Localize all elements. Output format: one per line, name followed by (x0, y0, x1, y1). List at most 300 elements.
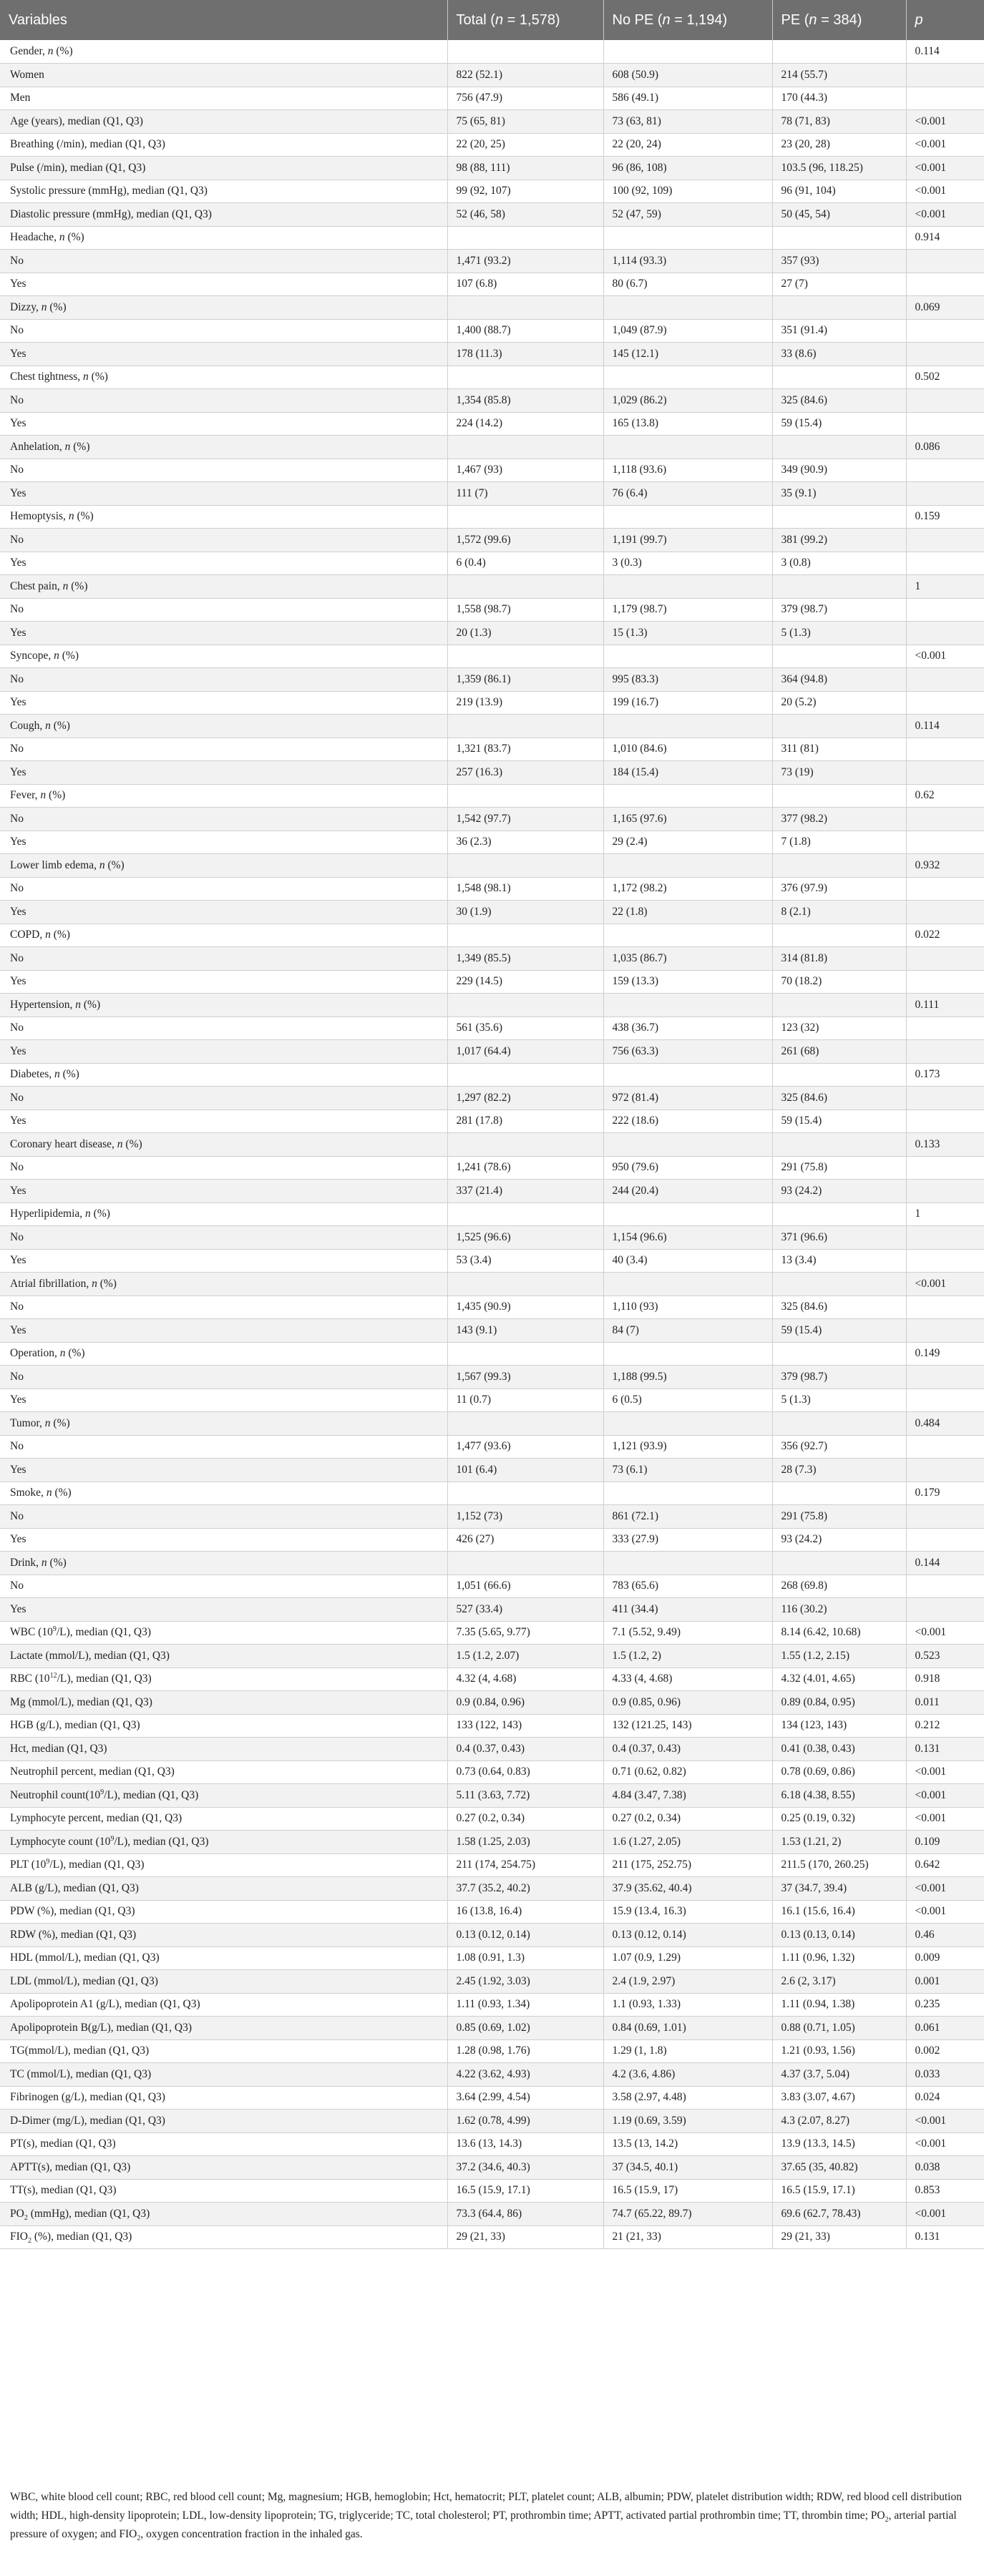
no-pe-cell: 1,179 (98.7) (603, 598, 772, 622)
variable-suffix: /L), median (Q1, Q3) (114, 1835, 209, 1848)
total-cell (447, 645, 603, 668)
variable-label (0, 1760, 447, 1784)
p-value-cell: 0.109 (906, 1831, 984, 1854)
p-value-cell (906, 1319, 984, 1343)
total-cell: 75 (65, 81) (447, 110, 603, 134)
total-cell: 1.11 (0.93, 1.34) (447, 1993, 603, 2017)
no-pe-cell: 333 (27.9) (603, 1528, 772, 1552)
total-cell: 0.73 (0.64, 0.83) (447, 1760, 603, 1784)
variable-suffix: (%) (70, 440, 90, 453)
p-value-cell: 0.46 (906, 1924, 984, 1947)
variable-suffix: (%) (52, 1487, 72, 1499)
pe-cell: 268 (69.8) (772, 1575, 906, 1598)
pe-cell: 37 (34.7, 39.4) (772, 1877, 906, 1901)
pe-cell: 325 (84.6) (772, 1087, 906, 1110)
pe-cell (772, 924, 906, 947)
variable-n-symbol: n (59, 231, 65, 244)
p-value-cell (906, 273, 984, 296)
p-value-cell: <0.001 (906, 203, 984, 227)
table-row (0, 1505, 984, 1529)
pe-cell: 377 (98.2) (772, 808, 906, 831)
variable-text: Age (years), median (Q1, Q3) (10, 114, 143, 127)
pe-cell: 35 (9.1) (772, 482, 906, 506)
pe-cell: 23 (20, 28) (772, 133, 906, 157)
total-cell: 1,467 (93) (447, 459, 603, 482)
variable-text: TC (mmol/L), median (Q1, Q3) (10, 2067, 152, 2080)
table-row (0, 2225, 984, 2249)
variable-suffix: /L), median (Q1, Q3) (57, 1673, 152, 1685)
total-cell: 29 (21, 33) (447, 2225, 603, 2249)
pe-cell: 7 (1.8) (772, 831, 906, 854)
pe-cell: 0.89 (0.84, 0.95) (772, 1691, 906, 1715)
pe-cell (772, 505, 906, 529)
total-cell: 1.58 (1.25, 2.03) (447, 1831, 603, 1854)
total-cell: 229 (14.5) (447, 970, 603, 994)
variable-text: PO (10, 2207, 24, 2220)
variable-text: Lower limb edema, (10, 858, 99, 871)
variable-text: COPD, (10, 929, 46, 941)
p-value-cell (906, 1087, 984, 1110)
variable-text: No (10, 1580, 24, 1592)
pe-cell: 37.65 (35, 40.82) (772, 2156, 906, 2180)
variable-suffix: (mmHg), median (Q1, Q3) (27, 2207, 150, 2220)
variable-text: Coronary heart disease, (10, 1137, 117, 1150)
p-value-cell: 0.131 (906, 2225, 984, 2249)
p-value-cell: 0.918 (906, 1667, 984, 1691)
p-value-cell (906, 389, 984, 413)
variable-label (0, 412, 447, 436)
variable-text: Apolipoprotein A1 (g/L), median (Q1, Q3) (10, 1998, 200, 2011)
variable-text: Yes (10, 975, 26, 988)
variable-label (0, 1667, 447, 1691)
pe-cell: 1.11 (0.94, 1.38) (772, 1993, 906, 2017)
p-value-cell (906, 1296, 984, 1319)
variable-text: No (10, 1091, 24, 1104)
table-row (0, 1180, 984, 1203)
variable-suffix: (%) (50, 929, 70, 941)
total-cell: 1.08 (0.91, 1.3) (447, 1946, 603, 1970)
variable-text: No (10, 672, 24, 685)
pe-cell: 5 (1.3) (772, 622, 906, 645)
variable-suffix: (%), median (Q1, Q3) (31, 2230, 132, 2243)
variable-suffix: (%) (65, 1347, 85, 1360)
p-value-cell: 0.133 (906, 1133, 984, 1157)
no-pe-cell: 37 (34.5, 40.1) (603, 2156, 772, 2180)
variable-text: No (10, 254, 24, 267)
variable-label (0, 1180, 447, 1203)
no-pe-cell: 1,165 (97.6) (603, 808, 772, 831)
table-row (0, 854, 984, 878)
total-cell: 107 (6.8) (447, 273, 603, 296)
table-row (0, 1273, 984, 1296)
variable-label (0, 1691, 447, 1715)
unit-subscript: 2 (24, 2213, 28, 2222)
table-row (0, 157, 984, 180)
variable-n-symbol: n (59, 1347, 66, 1360)
pe-cell (772, 715, 906, 738)
table-row (0, 877, 984, 901)
table-row (0, 2156, 984, 2180)
table-row (0, 994, 984, 1017)
table-row (0, 343, 984, 366)
p-value-cell: 0.111 (906, 994, 984, 1017)
table-row (0, 1924, 984, 1947)
no-pe-cell: 6 (0.5) (603, 1389, 772, 1412)
table-row (0, 459, 984, 482)
total-cell: 16 (13.8, 16.4) (447, 1900, 603, 1924)
table-row (0, 436, 984, 459)
variable-label (0, 1063, 447, 1087)
variable-label (0, 1528, 447, 1552)
pe-cell (772, 1273, 906, 1296)
variable-text: Hct, median (Q1, Q3) (10, 1742, 107, 1755)
variable-label (0, 1831, 447, 1854)
variable-label (0, 1853, 447, 1877)
total-cell: 1,297 (82.2) (447, 1087, 603, 1110)
no-pe-cell: 1,172 (98.2) (603, 877, 772, 901)
pe-cell: 1.21 (0.93, 1.56) (772, 2039, 906, 2063)
variable-suffix: /L), median (Q1, Q3) (56, 1626, 151, 1639)
table-row (0, 180, 984, 203)
variable-text: Neutrophil percent, median (Q1, Q3) (10, 1766, 175, 1778)
p-value-cell: 0.179 (906, 1482, 984, 1505)
table-row (0, 1575, 984, 1598)
pe-cell: 13.9 (13.3, 14.5) (772, 2132, 906, 2156)
pe-cell: 13 (3.4) (772, 1249, 906, 1273)
total-cell (447, 1412, 603, 1436)
no-pe-cell: 13.5 (13, 14.2) (603, 2132, 772, 2156)
table-row (0, 226, 984, 250)
total-cell: 143 (9.1) (447, 1319, 603, 1343)
pe-cell (772, 1133, 906, 1157)
total-cell: 0.4 (0.37, 0.43) (447, 1738, 603, 1761)
no-pe-cell (603, 436, 772, 459)
p-value-cell: <0.001 (906, 1807, 984, 1831)
table-row (0, 622, 984, 645)
no-pe-cell: 132 (121.25, 143) (603, 1714, 772, 1738)
no-pe-cell (603, 784, 772, 808)
variable-label (0, 598, 447, 622)
pe-cell: 5 (1.3) (772, 1389, 906, 1412)
pe-cell: 1.53 (1.21, 2) (772, 1831, 906, 1854)
variable-n-symbol: n (54, 1068, 60, 1081)
no-pe-cell: 1,049 (87.9) (603, 319, 772, 343)
no-pe-cell (603, 40, 772, 64)
total-cell: 1,017 (64.4) (447, 1040, 603, 1064)
total-cell (447, 854, 603, 878)
no-pe-cell (603, 1482, 772, 1505)
total-cell: 426 (27) (447, 1528, 603, 1552)
variable-text: Lactate (mmol/L), median (Q1, Q3) (10, 1649, 170, 1662)
p-value-cell: 0.061 (906, 2017, 984, 2040)
table-row (0, 1621, 984, 1645)
variable-label (0, 2179, 447, 2203)
pe-cell (772, 296, 906, 320)
variable-label (0, 2203, 447, 2226)
no-pe-cell: 37.9 (35.62, 40.4) (603, 1877, 772, 1901)
variable-text: LDL (mmol/L), median (Q1, Q3) (10, 1974, 158, 1987)
p-value-cell: 0.001 (906, 1970, 984, 1994)
variable-text: Yes (10, 1254, 26, 1267)
p-value-cell (906, 1575, 984, 1598)
variable-label (0, 831, 447, 854)
variable-label (0, 761, 447, 785)
pe-cell: 371 (96.6) (772, 1226, 906, 1250)
variable-label (0, 691, 447, 715)
variable-text: APTT(s), median (Q1, Q3) (10, 2160, 131, 2173)
variable-label (0, 529, 447, 552)
p-value-cell: <0.001 (906, 180, 984, 203)
variable-label (0, 2225, 447, 2249)
variable-suffix: (%) (64, 231, 84, 244)
no-pe-cell: 211 (175, 252.75) (603, 1853, 772, 1877)
no-pe-cell: 608 (50.9) (603, 64, 772, 87)
table-row (0, 924, 984, 947)
p-value-cell (906, 738, 984, 761)
total-cell: 37.7 (35.2, 40.2) (447, 1877, 603, 1901)
no-pe-cell: 199 (16.7) (603, 691, 772, 715)
table-row (0, 2110, 984, 2133)
total-cell: 1,572 (99.6) (447, 529, 603, 552)
total-cell: 6 (0.4) (447, 552, 603, 575)
unit-exponent: 9 (110, 1834, 115, 1843)
p-value-cell: 0.914 (906, 226, 984, 250)
p-value-cell (906, 412, 984, 436)
table-row (0, 575, 984, 599)
variable-label (0, 2110, 447, 2133)
variable-label (0, 715, 447, 738)
variable-text: Gender, (10, 45, 48, 57)
total-cell: 1,152 (73) (447, 1505, 603, 1529)
no-pe-cell: 1,188 (99.5) (603, 1366, 772, 1389)
p-value-cell (906, 1156, 984, 1180)
variable-text: Yes (10, 278, 26, 290)
variable-text: Hypertension, (10, 998, 76, 1011)
p-value-cell: <0.001 (906, 1273, 984, 1296)
variable-text: No (10, 1440, 24, 1453)
p-value-cell: <0.001 (906, 1877, 984, 1901)
p-value-cell (906, 901, 984, 924)
variable-text: Yes (10, 347, 26, 360)
total-cell: 0.9 (0.84, 0.96) (447, 1691, 603, 1715)
variable-suffix: /L), median (Q1, Q3) (104, 1788, 199, 1801)
variable-suffix: (%) (47, 1556, 67, 1569)
pe-cell: 6.18 (4.38, 8.55) (772, 1784, 906, 1808)
table-row (0, 1993, 984, 2017)
variable-text: Yes (10, 836, 26, 848)
table-row (0, 668, 984, 692)
variable-text: Headache, (10, 231, 59, 244)
total-cell: 1,321 (83.7) (447, 738, 603, 761)
total-cell: 52 (46, 58) (447, 203, 603, 227)
no-pe-cell: 52 (47, 59) (603, 203, 772, 227)
no-pe-cell: 950 (79.6) (603, 1156, 772, 1180)
variable-label (0, 110, 447, 134)
pe-cell: 20 (5.2) (772, 691, 906, 715)
pe-cell: 214 (55.7) (772, 64, 906, 87)
p-value-cell: <0.001 (906, 1900, 984, 1924)
no-pe-cell: 586 (49.1) (603, 87, 772, 110)
variable-label (0, 459, 447, 482)
no-pe-cell: 7.1 (5.52, 9.49) (603, 1621, 772, 1645)
p-value-cell: 0.009 (906, 1946, 984, 1970)
variable-label (0, 1459, 447, 1482)
variable-label (0, 87, 447, 110)
no-pe-cell: 438 (36.7) (603, 1017, 772, 1040)
table-row (0, 1412, 984, 1436)
variable-text: Yes (10, 417, 26, 430)
variable-n-symbol: n (54, 650, 59, 662)
p-value-cell: 0.62 (906, 784, 984, 808)
variable-text: TG(mmol/L), median (Q1, Q3) (10, 2044, 150, 2057)
variable-n-symbol: n (62, 579, 69, 592)
p-value-cell (906, 1110, 984, 1133)
variable-label (0, 505, 447, 529)
total-cell: 822 (52.1) (447, 64, 603, 87)
pe-cell: 0.13 (0.13, 0.14) (772, 1924, 906, 1947)
table-row (0, 1853, 984, 1877)
total-cell: 22 (20, 25) (447, 133, 603, 157)
pe-cell: 28 (7.3) (772, 1459, 906, 1482)
total-cell (447, 1482, 603, 1505)
table-row (0, 1017, 984, 1040)
table-row (0, 133, 984, 157)
variable-text: No (10, 533, 24, 546)
table-row (0, 2063, 984, 2087)
pe-cell: 16.5 (15.9, 17.1) (772, 2179, 906, 2203)
variable-label (0, 645, 447, 668)
unit-exponent: 9 (100, 1788, 104, 1796)
no-pe-cell (603, 226, 772, 250)
p-value-cell: 1 (906, 575, 984, 599)
p-value-cell: 0.024 (906, 2086, 984, 2110)
no-pe-cell: 1,110 (93) (603, 1296, 772, 1319)
total-cell: 1,542 (97.7) (447, 808, 603, 831)
variable-suffix: (%) (81, 998, 101, 1011)
variable-label (0, 273, 447, 296)
no-pe-cell: 1.1 (0.93, 1.33) (603, 1993, 772, 2017)
table-row (0, 1319, 984, 1343)
no-pe-cell: 73 (6.1) (603, 1459, 772, 1482)
p-value-cell: <0.001 (906, 157, 984, 180)
pe-cell: 0.88 (0.71, 1.05) (772, 2017, 906, 2040)
variable-text: Yes (10, 1115, 26, 1127)
variable-label (0, 133, 447, 157)
variable-text: FIO (10, 2230, 28, 2243)
pe-cell (772, 1342, 906, 1366)
variable-text: No (10, 1022, 24, 1034)
variable-n-symbol: n (41, 1556, 47, 1569)
total-cell: 1,435 (90.9) (447, 1296, 603, 1319)
no-pe-cell: 0.13 (0.12, 0.14) (603, 1924, 772, 1947)
total-cell: 5.11 (3.63, 7.72) (447, 1784, 603, 1808)
pe-cell: 59 (15.4) (772, 1319, 906, 1343)
total-cell: 0.13 (0.12, 0.14) (447, 1924, 603, 1947)
p-value-cell: 0.484 (906, 1412, 984, 1436)
table-row (0, 691, 984, 715)
pe-cell: 364 (94.8) (772, 668, 906, 692)
pe-cell (772, 1482, 906, 1505)
no-pe-cell: 0.9 (0.85, 0.96) (603, 1691, 772, 1715)
variable-label (0, 1226, 447, 1250)
table-row (0, 1691, 984, 1715)
variable-text: No (10, 1509, 24, 1522)
header-pe: PE (n = 384) (772, 0, 906, 40)
pe-cell: 325 (84.6) (772, 1296, 906, 1319)
variable-text: D-Dimer (mg/L), median (Q1, Q3) (10, 2114, 165, 2127)
p-value-cell: 0.011 (906, 1691, 984, 1715)
p-value-cell (906, 552, 984, 575)
pe-cell: 1.55 (1.2, 2.15) (772, 1645, 906, 1668)
pe-cell: 325 (84.6) (772, 389, 906, 413)
variable-label (0, 1970, 447, 1994)
variable-label (0, 877, 447, 901)
pe-cell (772, 40, 906, 64)
p-value-cell: 0.159 (906, 505, 984, 529)
p-value-cell: 0.038 (906, 2156, 984, 2180)
variable-label (0, 1877, 447, 1901)
pe-cell: 123 (32) (772, 1017, 906, 1040)
no-pe-cell: 4.33 (4, 4.68) (603, 1667, 772, 1691)
variable-n-symbol: n (47, 45, 54, 57)
variable-label (0, 738, 447, 761)
variable-text: Yes (10, 765, 26, 778)
variable-label (0, 1296, 447, 1319)
pe-cell: 3.83 (3.07, 4.67) (772, 2086, 906, 2110)
variable-label (0, 2156, 447, 2180)
pe-cell: 381 (99.2) (772, 529, 906, 552)
variable-text: Hemoptysis, (10, 510, 69, 523)
variable-text: Women (10, 68, 44, 81)
p-value-cell (906, 319, 984, 343)
p-value-cell: <0.001 (906, 1760, 984, 1784)
variable-text: Yes (10, 1323, 26, 1336)
variable-suffix: (%) (53, 45, 73, 57)
table-row (0, 296, 984, 320)
total-cell: 4.22 (3.62, 4.93) (447, 2063, 603, 2087)
no-pe-cell (603, 505, 772, 529)
variable-label (0, 180, 447, 203)
variable-label (0, 1505, 447, 1529)
variable-text: No (10, 812, 24, 825)
total-cell (447, 784, 603, 808)
no-pe-cell (603, 645, 772, 668)
total-cell: 0.27 (0.2, 0.34) (447, 1807, 603, 1831)
unit-exponent: 12 (49, 1672, 57, 1680)
pe-cell: 116 (30.2) (772, 1598, 906, 1622)
total-cell: 7.35 (5.65, 9.77) (447, 1621, 603, 1645)
total-cell: 1,558 (98.7) (447, 598, 603, 622)
no-pe-cell: 411 (34.4) (603, 1598, 772, 1622)
no-pe-cell: 22 (1.8) (603, 901, 772, 924)
pe-cell: 59 (15.4) (772, 1110, 906, 1133)
pe-cell: 96 (91, 104) (772, 180, 906, 203)
variable-label (0, 901, 447, 924)
pe-cell: 103.5 (96, 118.25) (772, 157, 906, 180)
variable-label (0, 1575, 447, 1598)
p-value-cell (906, 529, 984, 552)
variable-text: WBC (10 (10, 1626, 53, 1639)
no-pe-cell (603, 854, 772, 878)
pe-cell: 78 (71, 83) (772, 110, 906, 134)
variable-text: Lymphocyte percent, median (Q1, Q3) (10, 1812, 182, 1825)
table-row (0, 1389, 984, 1412)
variable-text: Yes (10, 1044, 26, 1057)
table-row (0, 1528, 984, 1552)
p-value-cell (906, 250, 984, 273)
total-cell: 20 (1.3) (447, 622, 603, 645)
total-cell: 1,548 (98.1) (447, 877, 603, 901)
